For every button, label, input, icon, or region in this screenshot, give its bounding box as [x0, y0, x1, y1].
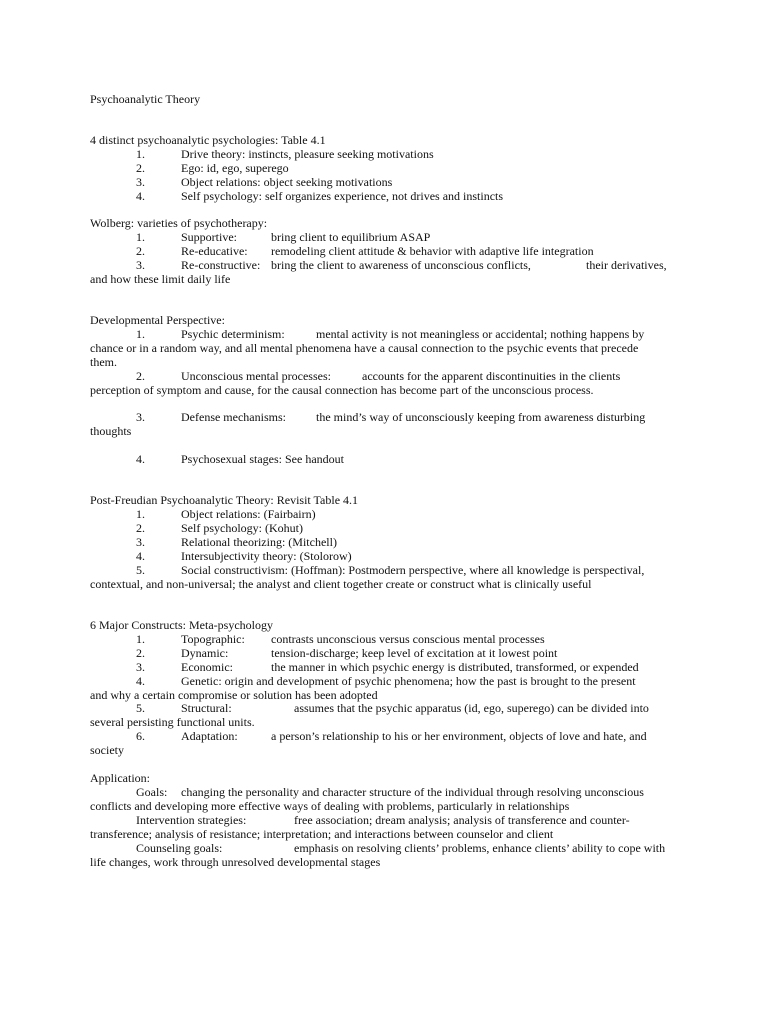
list-item-term: Psychic determinism: — [181, 327, 285, 341]
list-item-continuation: contextual, and non-universal; the analyst and client together create or construct what is clinically useful — [90, 577, 592, 591]
list-item-desc: tension-discharge; keep level of excitation at it lowest point — [271, 646, 558, 660]
list-item-term: Defense mechanisms: — [181, 410, 286, 424]
list-item-term: Goals: — [136, 785, 168, 799]
list-number: 3. — [136, 175, 145, 189]
list-number: 5. — [136, 563, 145, 577]
list-number: 2. — [136, 646, 145, 660]
list-number: 4. — [136, 549, 145, 563]
list-item-text: Ego: id, ego, superego — [181, 161, 289, 175]
list-item-desc-tail: their derivatives, — [586, 258, 667, 272]
list-item-desc: bring the client to awareness of unconscious conflicts, — [271, 258, 531, 272]
list-item-desc: the mind’s way of unconsciously keeping from awareness disturbing — [316, 410, 646, 424]
list-number: 3. — [136, 258, 145, 272]
list-item-text: Drive theory: instincts, pleasure seeking motivations — [181, 147, 434, 161]
list-item-desc: accounts for the apparent discontinuities in the clients — [362, 369, 621, 383]
list-number: 2. — [136, 521, 145, 535]
list-item-continuation: and why a certain compromise or solution has been adopted — [90, 688, 378, 702]
list-number: 3. — [136, 660, 145, 674]
list-item-desc: free association; dream analysis; analysis of transference and counter- — [294, 813, 630, 827]
list-number: 1. — [136, 230, 145, 244]
list-item-term: Economic: — [181, 660, 233, 674]
list-number: 4. — [136, 452, 145, 466]
list-number: 3. — [136, 535, 145, 549]
list-number: 4. — [136, 674, 145, 688]
list-item-desc: remodeling client attitude & behavior with adaptive life integration — [271, 244, 594, 258]
section-heading: 6 Major Constructs: Meta-psychology — [90, 618, 273, 632]
list-item-continuation: transference; analysis of resistance; interpretation; and interactions between counselor and client — [90, 827, 554, 841]
list-item-term: Topographic: — [181, 632, 245, 646]
list-item-desc: contrasts unconscious versus conscious mental processes — [271, 632, 545, 646]
list-item-continuation: and how these limit daily life — [90, 272, 231, 286]
list-item-term: Structural: — [181, 701, 232, 715]
list-item-continuation: conflicts and developing more effective ways of dealing with problems, particularly in relationships — [90, 799, 570, 813]
list-item-term: Counseling goals: — [136, 841, 223, 855]
section-heading: Application: — [90, 771, 150, 785]
list-number: 1. — [136, 507, 145, 521]
list-item-continuation: perception of symptom and cause, for the causal connection has become part of the unconscious process. — [90, 383, 594, 397]
list-number: 1. — [136, 632, 145, 646]
list-item-desc: assumes that the psychic apparatus (id, ego, superego) can be divided into — [294, 701, 649, 715]
list-number: 2. — [136, 369, 145, 383]
list-item-continuation: them. — [90, 355, 117, 369]
list-item-text: Intersubjectivity theory: (Stolorow) — [181, 549, 352, 563]
list-item-text: Self psychology: self organizes experience, not drives and instincts — [181, 189, 504, 203]
list-item-continuation: several persisting functional units. — [90, 715, 255, 729]
section-heading: 4 distinct psychoanalytic psychologies: Table 4.1 — [90, 133, 326, 147]
list-number: 1. — [136, 147, 145, 161]
list-item-desc: emphasis on resolving clients’ problems, enhance clients’ ability to cope with — [294, 841, 666, 855]
list-item-term: Unconscious mental processes: — [181, 369, 331, 383]
list-item-text: Relational theorizing: (Mitchell) — [181, 535, 337, 549]
list-item-text: Psychosexual stages: See handout — [181, 452, 344, 466]
list-item-continuation: life changes, work through unresolved developmental stages — [90, 855, 381, 869]
list-item-term: Supportive: — [181, 230, 237, 244]
list-item-continuation: chance or in a random way, and all mental phenomena have a causal connection to the psychic events that precede — [90, 341, 639, 355]
list-item-text: Self psychology: (Kohut) — [181, 521, 303, 535]
list-item-text: Genetic: origin and development of psychic phenomena; how the past is brought to the present — [181, 674, 636, 688]
list-item-term: Re-educative: — [181, 244, 248, 258]
list-number: 2. — [136, 161, 145, 175]
list-item-desc: changing the personality and character structure of the individual through resolving unconscious — [181, 785, 644, 799]
list-item-term: Adaptation: — [181, 729, 238, 743]
list-item-desc: bring client to equilibrium ASAP — [271, 230, 431, 244]
list-item-desc: the manner in which psychic energy is distributed, transformed, or expended — [271, 660, 639, 674]
list-number: 1. — [136, 327, 145, 341]
section-heading: Developmental Perspective: — [90, 313, 225, 327]
list-item-desc: a person’s relationship to his or her environment, objects of love and hate, and — [271, 729, 647, 743]
list-item-term: Re-constructive: — [181, 258, 261, 272]
list-number: 5. — [136, 701, 145, 715]
list-item-continuation: society — [90, 743, 124, 757]
list-number: 6. — [136, 729, 145, 743]
list-number: 3. — [136, 410, 145, 424]
list-item-term: Intervention strategies: — [136, 813, 247, 827]
document-title: Psychoanalytic Theory — [90, 92, 201, 106]
list-item-text: Social constructivism: (Hoffman): Postmodern perspective, where all knowledge is perspectival, — [181, 563, 645, 577]
section-heading: Post-Freudian Psychoanalytic Theory: Revisit Table 4.1 — [90, 493, 359, 507]
section-heading: Wolberg: varieties of psychotherapy: — [90, 216, 268, 230]
list-item-continuation: thoughts — [90, 424, 132, 438]
list-item-text: Object relations: (Fairbairn) — [181, 507, 316, 521]
list-number: 2. — [136, 244, 145, 258]
list-item-desc: mental activity is not meaningless or accidental; nothing happens by — [316, 327, 645, 341]
list-number: 4. — [136, 189, 145, 203]
list-item-text: Object relations: object seeking motivations — [181, 175, 393, 189]
list-item-term: Dynamic: — [181, 646, 229, 660]
